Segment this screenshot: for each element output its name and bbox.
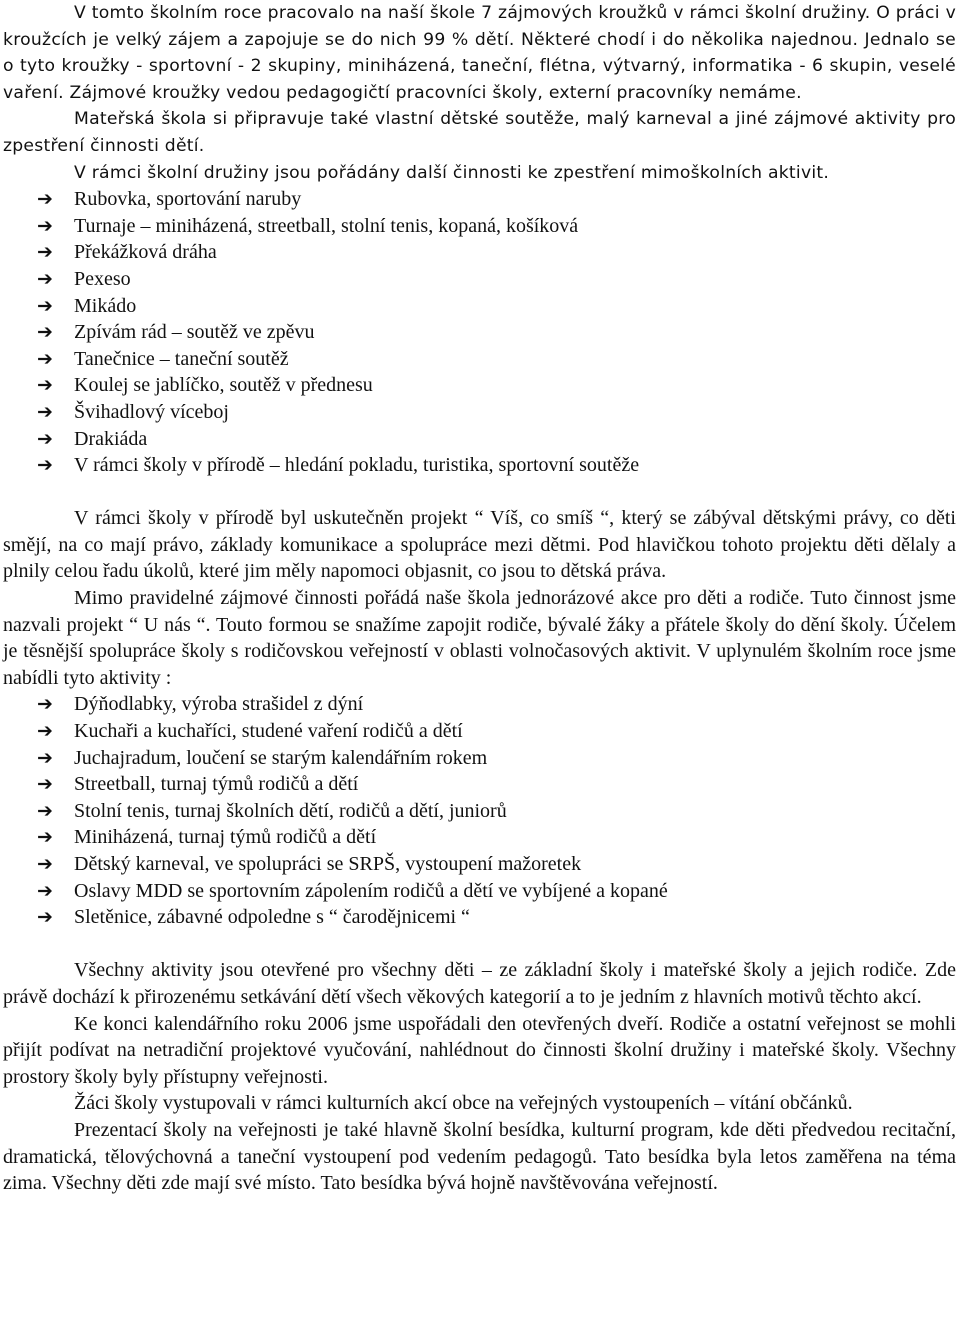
list-item: ➔ Miniházená, turnaj týmů rodičů a dětí [3,824,956,851]
list-item: ➔ Mikádo [3,293,956,320]
arrow-right-icon: ➔ [37,267,53,290]
arrow-right-icon: ➔ [37,454,53,477]
list-item: ➔ Zpívám rád – soutěž ve zpěvu [3,319,956,346]
list-item: ➔ V rámci školy v přírodě – hledání pokladu, turistika, sportovní soutěže [3,452,956,479]
arrow-right-icon: ➔ [37,720,53,743]
spacer [3,931,956,958]
arrow-right-icon: ➔ [37,427,53,450]
list-item: ➔ Juchajradum, loučení se starým kalendářním rokem [3,745,956,772]
arrow-right-icon: ➔ [37,773,53,796]
list-item: ➔ Tanečnice – taneční soutěž [3,346,956,373]
arrow-right-icon: ➔ [37,826,53,849]
parent-activities-list [3,691,956,930]
list-item: ➔ Stolní tenis, turnaj školních dětí, rodičů a dětí, juniorů [3,798,956,825]
list-item: ➔ Rubovka, sportování naruby [3,186,956,213]
list-item: ➔ Dýňodlabky, výroba strašidel z dýní [3,691,956,718]
paragraph-open-activities: Všechny aktivity jsou otevřené pro všechny děti – ze základní školy i mateřské školy a jejich rodiče. Zde právě dochází k přirozenému setkávání dětí všech věkových kategorií a to je jedním z hlavních motivů těchto akcí. [3,959,956,1008]
list-item: ➔ Překážková dráha [3,239,956,266]
paragraph-kindergarten: Mateřská škola si připravuje také vlastní dětské soutěže, malý karneval a jiné zájmové aktivity pro zpestření činnosti dětí. [3,109,956,156]
list-item: ➔ Koulej se jablíčko, soutěž v přednesu [3,372,956,399]
list-item: ➔ Oslavy MDD se sportovním zápolením rodičů a dětí ve vybíjené a kopané [3,878,956,905]
arrow-right-icon: ➔ [37,853,53,875]
arrow-right-icon: ➔ [37,400,53,423]
list-item: ➔ Kuchaři a kuchaříci, studené vaření rodičů a dětí [3,718,956,745]
list-item: ➔ Streetball, turnaj týmů rodičů a dětí [3,771,956,798]
arrow-right-icon: ➔ [37,693,53,716]
list-item: ➔ Dětský karneval, ve spolupráci se SRPŠ, vystoupení mažoretek [3,851,956,878]
paragraph-school-show: Prezentací školy na veřejnosti je také hlavně školní besídka, kulturní program, kde děti předvedou recitační, dramatická, tělovýchovná a taneční vystoupení pod vedením pedagogů. Tato besídka byla letos zaměřena na téma zima. Všechny děti zde mají své místo. Tato besídka bývá hojně navštěvována veřejností. [3,1118,956,1195]
arrow-right-icon: ➔ [37,799,53,822]
list-item: ➔ Drakiáda [3,426,956,453]
arrow-right-icon: ➔ [37,347,53,370]
paragraph-project-rights: V rámci školy v přírodě byl uskutečněn projekt “ Víš, co smíš “, který se zábýval dětskými právy, co děti smějí, na co mají právo, základy komunikace a spolupráce mezi dětmi. Pod hlavičkou tohoto projektu děti dělaly a plnily celou řadu úkolů, které jim měly napomoci objasnit, co jsou to dětská práva. [3,507,956,583]
paragraph-project-u-nas: Mimo pravidelné zájmové činnosti pořádá naše škola jednorázové akce pro děti a rodiče. Tuto činnost jsme nazvali projekt “ U nás “. Touto formou se snažíme zapojit rodiče, bývalé žáky a přátele školy do dění školy. Účelem je těsnější spolupráce školy s rodičovskou veřejností v oblasti volnočasových aktivit. V uplynulém školním roce jsme nabídli tyto aktivity : [3,587,956,689]
spacer [3,479,956,506]
arrow-right-icon: ➔ [37,879,53,902]
list-item: ➔ Švihadlový víceboj [3,399,956,426]
paragraph-cultural-events: Žáci školy vystupovali v rámci kulturních akcí obce na veřejných vystoupeních – vítání občánků. [74,1092,853,1115]
paragraph-clubs: V tomto školním roce pracovalo na naší škole 7 zájmových kroužků v rámci školní družiny. O práci v kroužcích je velký zájem a zapojuje se do nich 99 % dětí. Některé chodí i do několika najednou. Jednalo se o tyto kroužky - sportovní - 2 skupiny, miniházená, taneční, flétna, výtvarný, informatika - 6 skupin, veselé vaření. Zájmové kroužky vedou pedagogičtí pracovníci školy, externí pracovníky nemáme. [3,3,956,103]
arrow-right-icon: ➔ [37,188,53,211]
list-item: ➔ Turnaje – miniházená, streetball, stolní tenis, kopaná, košíková [3,213,956,240]
arrow-right-icon: ➔ [37,321,53,344]
arrow-right-icon: ➔ [37,374,53,397]
paragraph-open-day: Ke konci kalendářního roku 2006 jsme uspořádali den otevřených dveří. Rodiče a ostatní veřejnost se mohli přijít podívat na netradiční projektové vyučování, nahlédnout do činnosti školní družiny i mateřské školy. Všechny prostory školy byly přístupny veřejnosti. [3,1012,956,1088]
activities-list [3,186,956,479]
list-item: ➔ Sletěnice, zábavné odpoledne s “ čarodějnicemi “ [3,904,956,931]
arrow-right-icon: ➔ [37,294,53,317]
list-item: ➔ Pexeso [3,266,956,293]
arrow-right-icon: ➔ [37,241,53,264]
paragraph-activities-intro: V rámci školní družiny jsou pořádány další činnosti ke zpestření mimoškolních aktivit. [74,162,830,183]
arrow-right-icon: ➔ [37,746,53,769]
arrow-right-icon: ➔ [37,214,53,237]
arrow-right-icon: ➔ [37,906,53,929]
